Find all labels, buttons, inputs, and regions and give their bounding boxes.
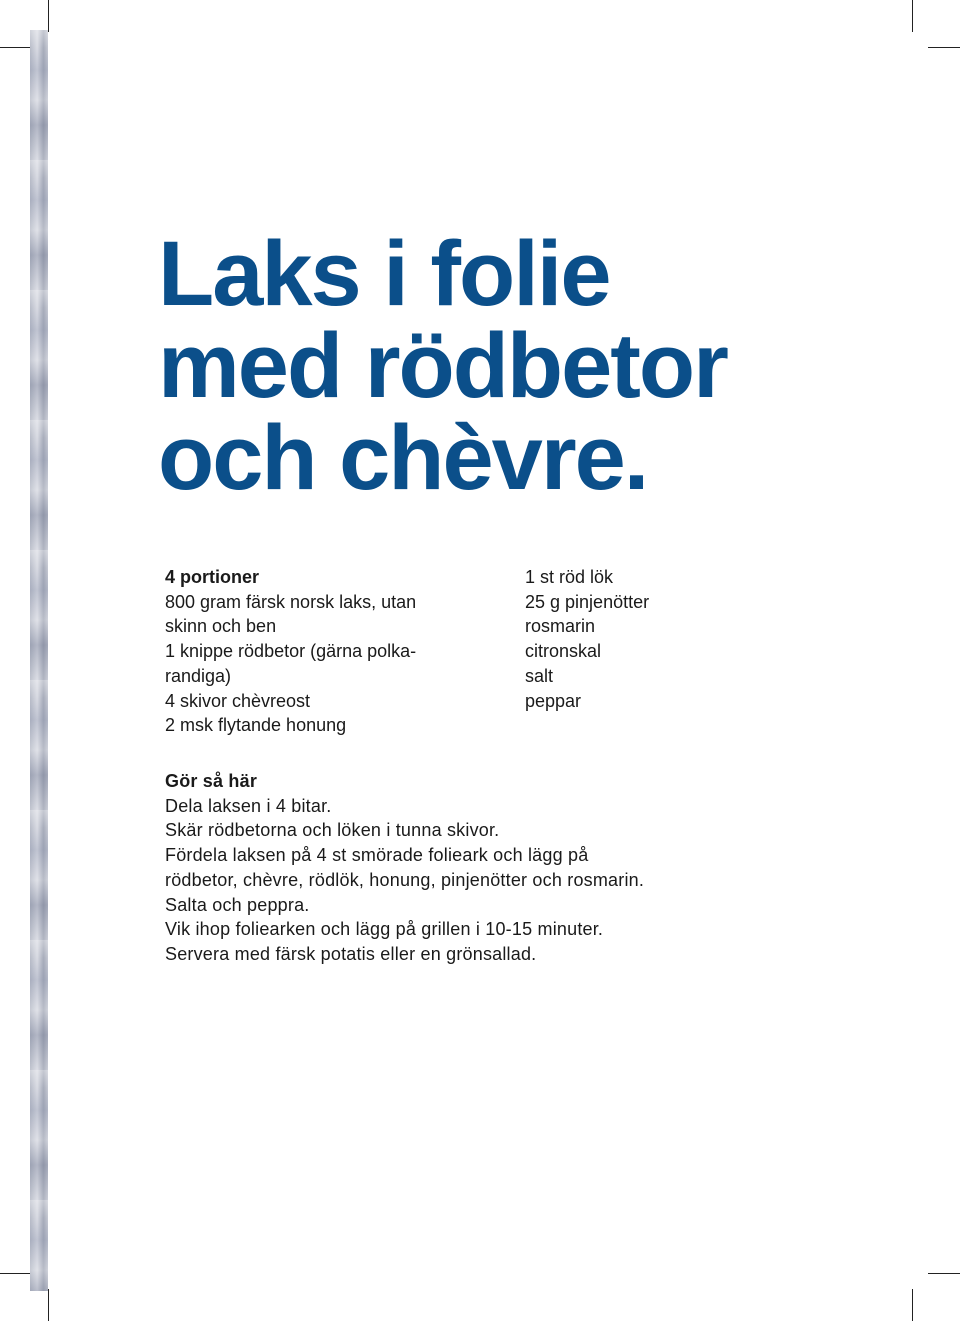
method-line: Fördela laksen på 4 st smörade folieark och lägg på (165, 845, 589, 866)
ingredient-line: 25 g pinjenötter (525, 591, 650, 612)
crop-mark (912, 0, 913, 32)
ingredient-line: 800 gram färsk norsk laks, utan (165, 591, 417, 612)
servings-label: 4 portioner (165, 567, 260, 587)
crop-mark (928, 1273, 960, 1274)
crop-mark (0, 47, 32, 48)
crop-mark (48, 0, 49, 32)
crop-mark (48, 1289, 49, 1321)
ingredient-line: peppar (525, 690, 582, 711)
title-line: med rödbetor (158, 315, 727, 417)
ingredient-line: skinn och ben (165, 616, 277, 637)
method-line: Vik ihop foliearken och lägg på grillen i 10-15 minuter. (165, 919, 604, 940)
crop-mark (912, 1289, 913, 1321)
method-line: Skär rödbetorna och löken i tunna skivor. (165, 820, 500, 841)
crop-mark (928, 47, 960, 48)
ingredient-line: 2 msk flytande honung (165, 715, 347, 736)
method-heading: Gör så här (165, 771, 258, 791)
foil-strip-image (30, 30, 48, 1291)
ingredient-line: citronskal (525, 641, 602, 662)
ingredient-line: rosmarin (525, 616, 596, 637)
ingredients-right-column (525, 565, 825, 713)
title-line: och chèvre. (158, 407, 648, 509)
method-line: Salta och peppra. (165, 894, 310, 915)
ingredient-line: 1 st röd lök (525, 567, 614, 587)
recipe-title (158, 223, 727, 509)
crop-mark (0, 1273, 32, 1274)
ingredient-line: randiga) (165, 665, 232, 686)
ingredient-line: salt (525, 665, 554, 686)
ingredient-line: 1 knippe rödbetor (gärna polka- (165, 641, 417, 662)
title-line: Laks i folie (158, 223, 610, 325)
method-section (165, 769, 644, 967)
method-line: Dela laksen i 4 bitar. (165, 795, 332, 816)
ingredients-left-column (165, 565, 485, 738)
method-line: rödbetor, chèvre, rödlök, honung, pinjenötter och rosmarin. (165, 869, 645, 890)
method-line: Servera med färsk potatis eller en grönsallad. (165, 943, 537, 964)
ingredient-line: 4 skivor chèvreost (165, 690, 311, 711)
